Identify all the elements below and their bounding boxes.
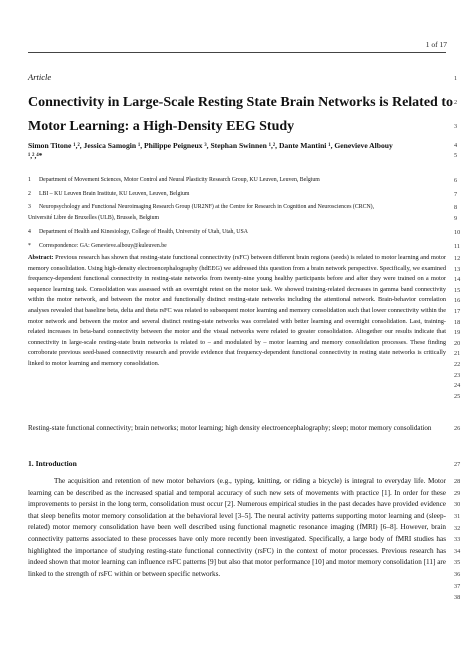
affiliation-number: 3 [28,204,31,210]
line-number: 25 [454,393,461,400]
line-number: 30 [454,501,461,508]
introduction-paragraph [28,476,446,580]
line-number: 12 [454,255,461,262]
affiliation-text: Department of Movement Sciences, Motor Control and Neural Plasticity Research Group, KU Leuven, Leuven, Belgium [39,177,320,183]
introduction-text: The acquisition and retention of new motor behaviors (e.g., typing, knitting, or riding a bicycle) is integral to everyday life. Motor learning can be described as the increased spatial and temporal accuracy of such new sets of movements with practice [1]. In order for these improvements to persist in the long term, consolidation must occur [2]. Numerous empirical studies in the past decades have provided evidence that sleep benefits motor memory consolidation at the behavioral level [3–5]. The neural activity patterns supporting motor learning and (sleep-related) motor memory consolidation have been well described using functional magnetic resonance imaging (fMRI) [6–8]. However, brain connectivity patterns associated to these processes have only more recently been investigated. Specifically, a large body of fMRI studies has highlighted the importance of studying resting-state functional connectivity (rsFC) in the context of motor processes. Previous research has indeed shown that motor learning can influence rsFC patterns [9] but also that motor performance [10] and motor memory consolidation [11] are linked to the strength of rsFC within or between specific networks. [28,477,446,578]
line-number: 31 [454,513,461,520]
abstract-label: Abstract: [28,254,54,261]
affiliation-text: LBI – KU Leuven Brain Institute, KU Leuven, Leuven, Belgium [39,191,190,197]
keywords: Resting-state functional connectivity; brain networks; motor learning; high density electroencephalography; sleep; motor memory consolidation [28,424,432,432]
page-number: 1 of 17 [425,40,447,49]
line-number: 14 [454,276,461,283]
affiliation-number: 4 [28,229,31,235]
line-number: 20 [454,340,461,347]
section-heading: 1. Introduction [28,459,77,468]
abstract-paragraph [28,253,446,370]
line-number: 36 [454,571,461,578]
affiliation-text: Neuropsychology and Functional Neuroimaging Research Group (UR2NF) at the Centre for Research in Cognition and Neurosciences (CRCN), [39,204,375,210]
line-number: 26 [454,425,461,432]
affiliation-text: Department of Health and Kinesiology, College of Health, University of Utah, Utah, USA [39,229,248,235]
line-number: 13 [454,266,461,273]
line-number: 27 [454,461,461,468]
affiliation-number: 2 [28,191,31,197]
line-number: 15 [454,287,461,294]
line-number: 21 [454,350,461,357]
line-number: 29 [454,490,461,497]
line-number: 9 [454,215,458,222]
line-number: 3 [454,123,458,130]
author-list-line-1: Simon Titone ¹,², Jessica Samogin ¹, Philippe Peigneux ³, Stephan Swinnen ¹,², Dante Mantini ¹, Genevieve Albouy [28,141,393,150]
affiliation-3-continued: Université Libre de Bruxelles (ULB), Brussels, Belgium [28,215,160,221]
affiliation-text: Correspondence: GA: Genevieve.albouy@kuleuven.be [39,243,167,249]
line-number: 8 [454,204,458,211]
line-number: 2 [454,99,458,106]
line-number: 18 [454,319,461,326]
line-number: 28 [454,478,461,485]
line-number: 37 [454,583,461,590]
line-number: 24 [454,382,461,389]
line-number: 34 [454,548,461,555]
author-list-line-2: ¹,²,⁴* [28,151,43,160]
line-number: 19 [454,329,461,336]
line-number: 33 [454,536,461,543]
line-number: 11 [454,243,460,250]
paper-title-line-2: Motor Learning: a High-Density EEG Study [28,119,295,134]
line-number: 4 [454,142,458,149]
abstract-text: Previous research has shown that resting-state functional connectivity (rsFC) between different brain regions (seeds) is related to motor learning and motor memory consolidation. Using high-density electroencephalography (hdEEG) we addressed this question from a brain network perspective. Specifically, we examined frequency-dependent functional connectivity in resting-state networks from twenty-nine young healthy participants before and after they were trained on a motor sequence learning task. Consolidation was assessed with an overnight retest on the motor task. We showed training-related decreases in gamma band connectivity within the motor network, and between the motor and functionally distinct resting-state networks including the attentional network. Brain-behavior correlation analyses revealed that baseline beta, delta and theta rsFC was related to subsequent motor learning and memory consolidation such that lower connectivity within the motor network and between the motor and several distinct resting-state networks was correlated with better learning and overnight consolidation. Last, training-related increases in beta-band connectivity between the motor and the visual networks were related to greater consolidation. Altogether our results indicate that connectivity in large-scale resting-state brain networks is related to – and modulated by – motor learning and memory consolidation processes. These finding corroborate previous seed-based connectivity research and provide evidence that frequency-dependent functional connectivity in resting state networks is critically linked to motor learning and memory consolidation. [28,254,446,367]
article-type-label: Article [28,72,52,82]
affiliation-number: * [28,243,31,249]
line-number: 10 [454,229,461,236]
affiliation-number: 1 [28,177,31,183]
line-number: 22 [454,361,461,368]
line-number: 16 [454,297,461,304]
line-number: 32 [454,525,461,532]
line-number: 35 [454,559,461,566]
line-number: 1 [454,75,458,82]
line-number: 7 [454,191,458,198]
paper-title-line-1: Connectivity in Large-Scale Resting State Brain Networks is Related to [28,95,454,110]
line-number: 38 [454,594,461,601]
line-number: 17 [454,308,461,315]
line-number: 23 [454,372,461,379]
header-rule [28,52,446,53]
line-number: 5 [454,152,458,159]
line-number: 6 [454,177,458,184]
